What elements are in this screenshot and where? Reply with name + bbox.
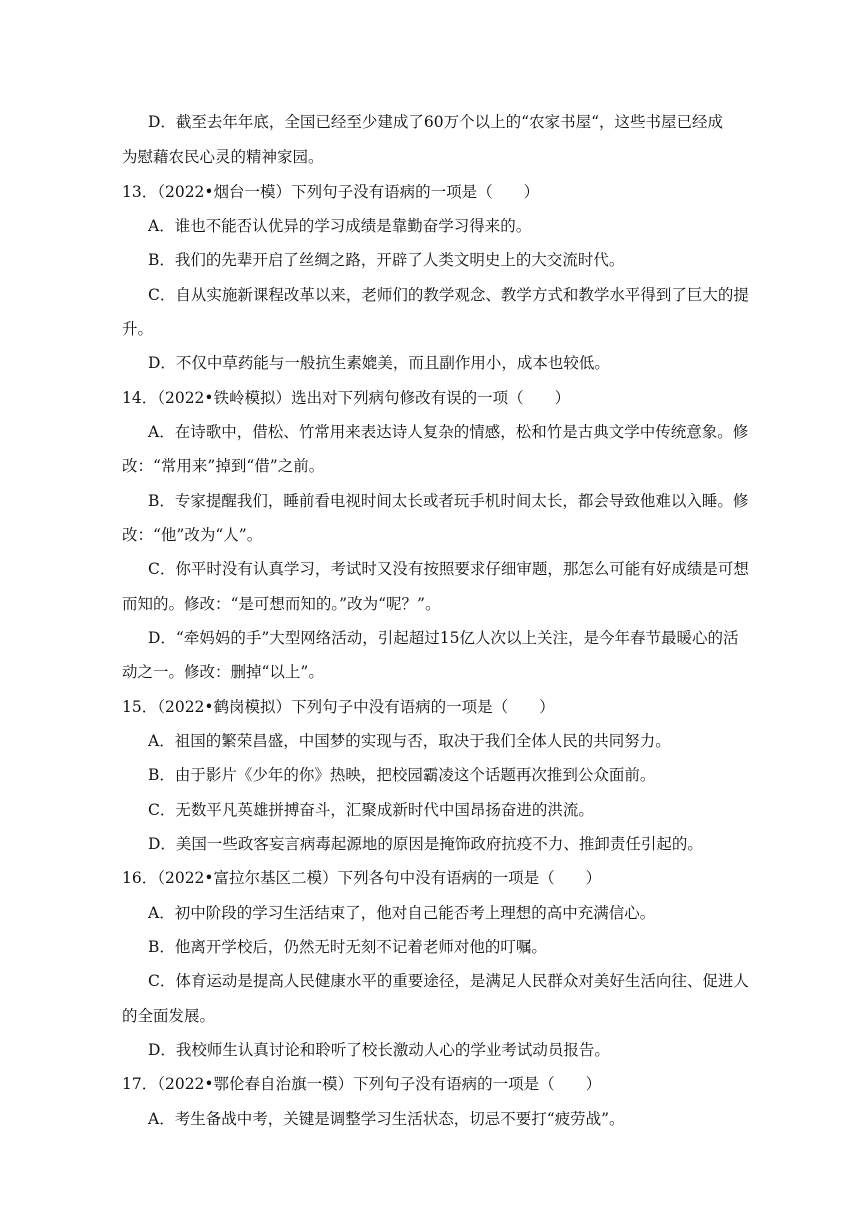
question-15-option-a: A．祖国的繁荣昌盛，中国梦的实现与否，取决于我们全体人民的共同努力。	[148, 732, 671, 750]
question-16-stem: 16．（2022•富拉尔基区二模）下列各句中没有语病的一项是（ ）	[122, 869, 602, 887]
question-15-option-b: B．由于影片《少年的你》热映，把校园霸凌这个话题再次推到公众面前。	[148, 766, 656, 784]
question-16-option-c-cont: 的全面发展。	[122, 1007, 216, 1025]
question-16-option-b: B．他离开学校后，仍然无时无刻不记着老师对他的叮嘱。	[148, 938, 547, 956]
question-14-option-b-cont: 改：“他”改为“人”。	[122, 526, 263, 544]
question-14-stem: 14．（2022•铁岭模拟）选出对下列病句修改有误的一项（ ）	[122, 389, 571, 407]
question-16-option-a: A．初中阶段的学习生活结束了，他对自己能否考上理想的高中充满信心。	[148, 904, 656, 922]
question-13-option-b: B．我们的先辈开启了丝绸之路，开辟了人类文明史上的大交流时代。	[148, 251, 625, 269]
option-d-line-1: D．截至去年年底，全国已经至少建成了60万个以上的“农家书屋“，这些书屋已经成	[148, 113, 724, 131]
question-16-option-d: D．我校师生认真讨论和聆听了校长激动人心的学业考试动员报告。	[148, 1041, 610, 1059]
question-17-option-a: A．考生备战中考，关键是调整学习生活状态，切忌不要打“疲劳战”。	[148, 1110, 625, 1128]
option-d-line-2: 为慰藉农民心灵的精神家园。	[122, 148, 324, 166]
question-14-option-a-cont: 改：“常用来”掉到“借”之前。	[122, 457, 325, 475]
question-14-option-d-cont: 动之一。修改：删掉“以上”。	[122, 663, 324, 681]
question-16-option-c: C．体育运动是提高人民健康水平的重要途径，是满足人民群众对美好生活向往、促进人	[148, 972, 749, 990]
question-13-stem: 13．（2022•烟台一模）下列句子没有语病的一项是（ ）	[122, 183, 540, 201]
question-14-option-b: B．专家提醒我们，睡前看电视时间太长或者玩手机时间太长，都会导致他难以入睡。修	[148, 492, 749, 510]
question-13-option-a: A．谁也不能否认优异的学习成绩是靠勤奋学习得来的。	[148, 217, 532, 235]
question-14-option-a: A．在诗歌中，借松、竹常用来表达诗人复杂的情感，松和竹是古典文学中传统意象。修	[148, 423, 749, 441]
question-14-option-c-cont: 而知的。修改：“是可想而知的。”改为“呢？”。	[122, 595, 441, 613]
question-13-option-c-cont: 升。	[122, 320, 154, 338]
question-15-stem: 15．（2022•鹤岗模拟）下列句子中没有语病的一项是（ ）	[122, 698, 555, 716]
question-14-option-d: D．“牵妈妈的手”大型网络活动，引起超过15亿人次以上关注，是今年春节最暖心的活	[148, 629, 739, 647]
question-14-option-c: C．你平时没有认真学习，考试时又没有按照要求仔细审题，那怎么可能有好成绩是可想	[148, 560, 749, 578]
question-13-option-d: D．不仅中草药能与一般抗生素媲美，而且副作用小，成本也较低。	[148, 354, 610, 372]
question-15-option-c: C．无数平凡英雄拼搏奋斗，汇聚成新时代中国昂扬奋进的洪流。	[148, 801, 594, 819]
question-17-stem: 17．（2022•鄂伦春自治旗一模）下列句子没有语病的一项是（ ）	[122, 1075, 602, 1093]
question-15-option-d: D．美国一些政客妄言病毒起源地的原因是掩饰政府抗疫不力、推卸责任引起的。	[148, 835, 703, 853]
question-13-option-c: C．自从实施新课程改革以来，老师们的教学观念、教学方式和教学水平得到了巨大的提	[148, 286, 749, 304]
